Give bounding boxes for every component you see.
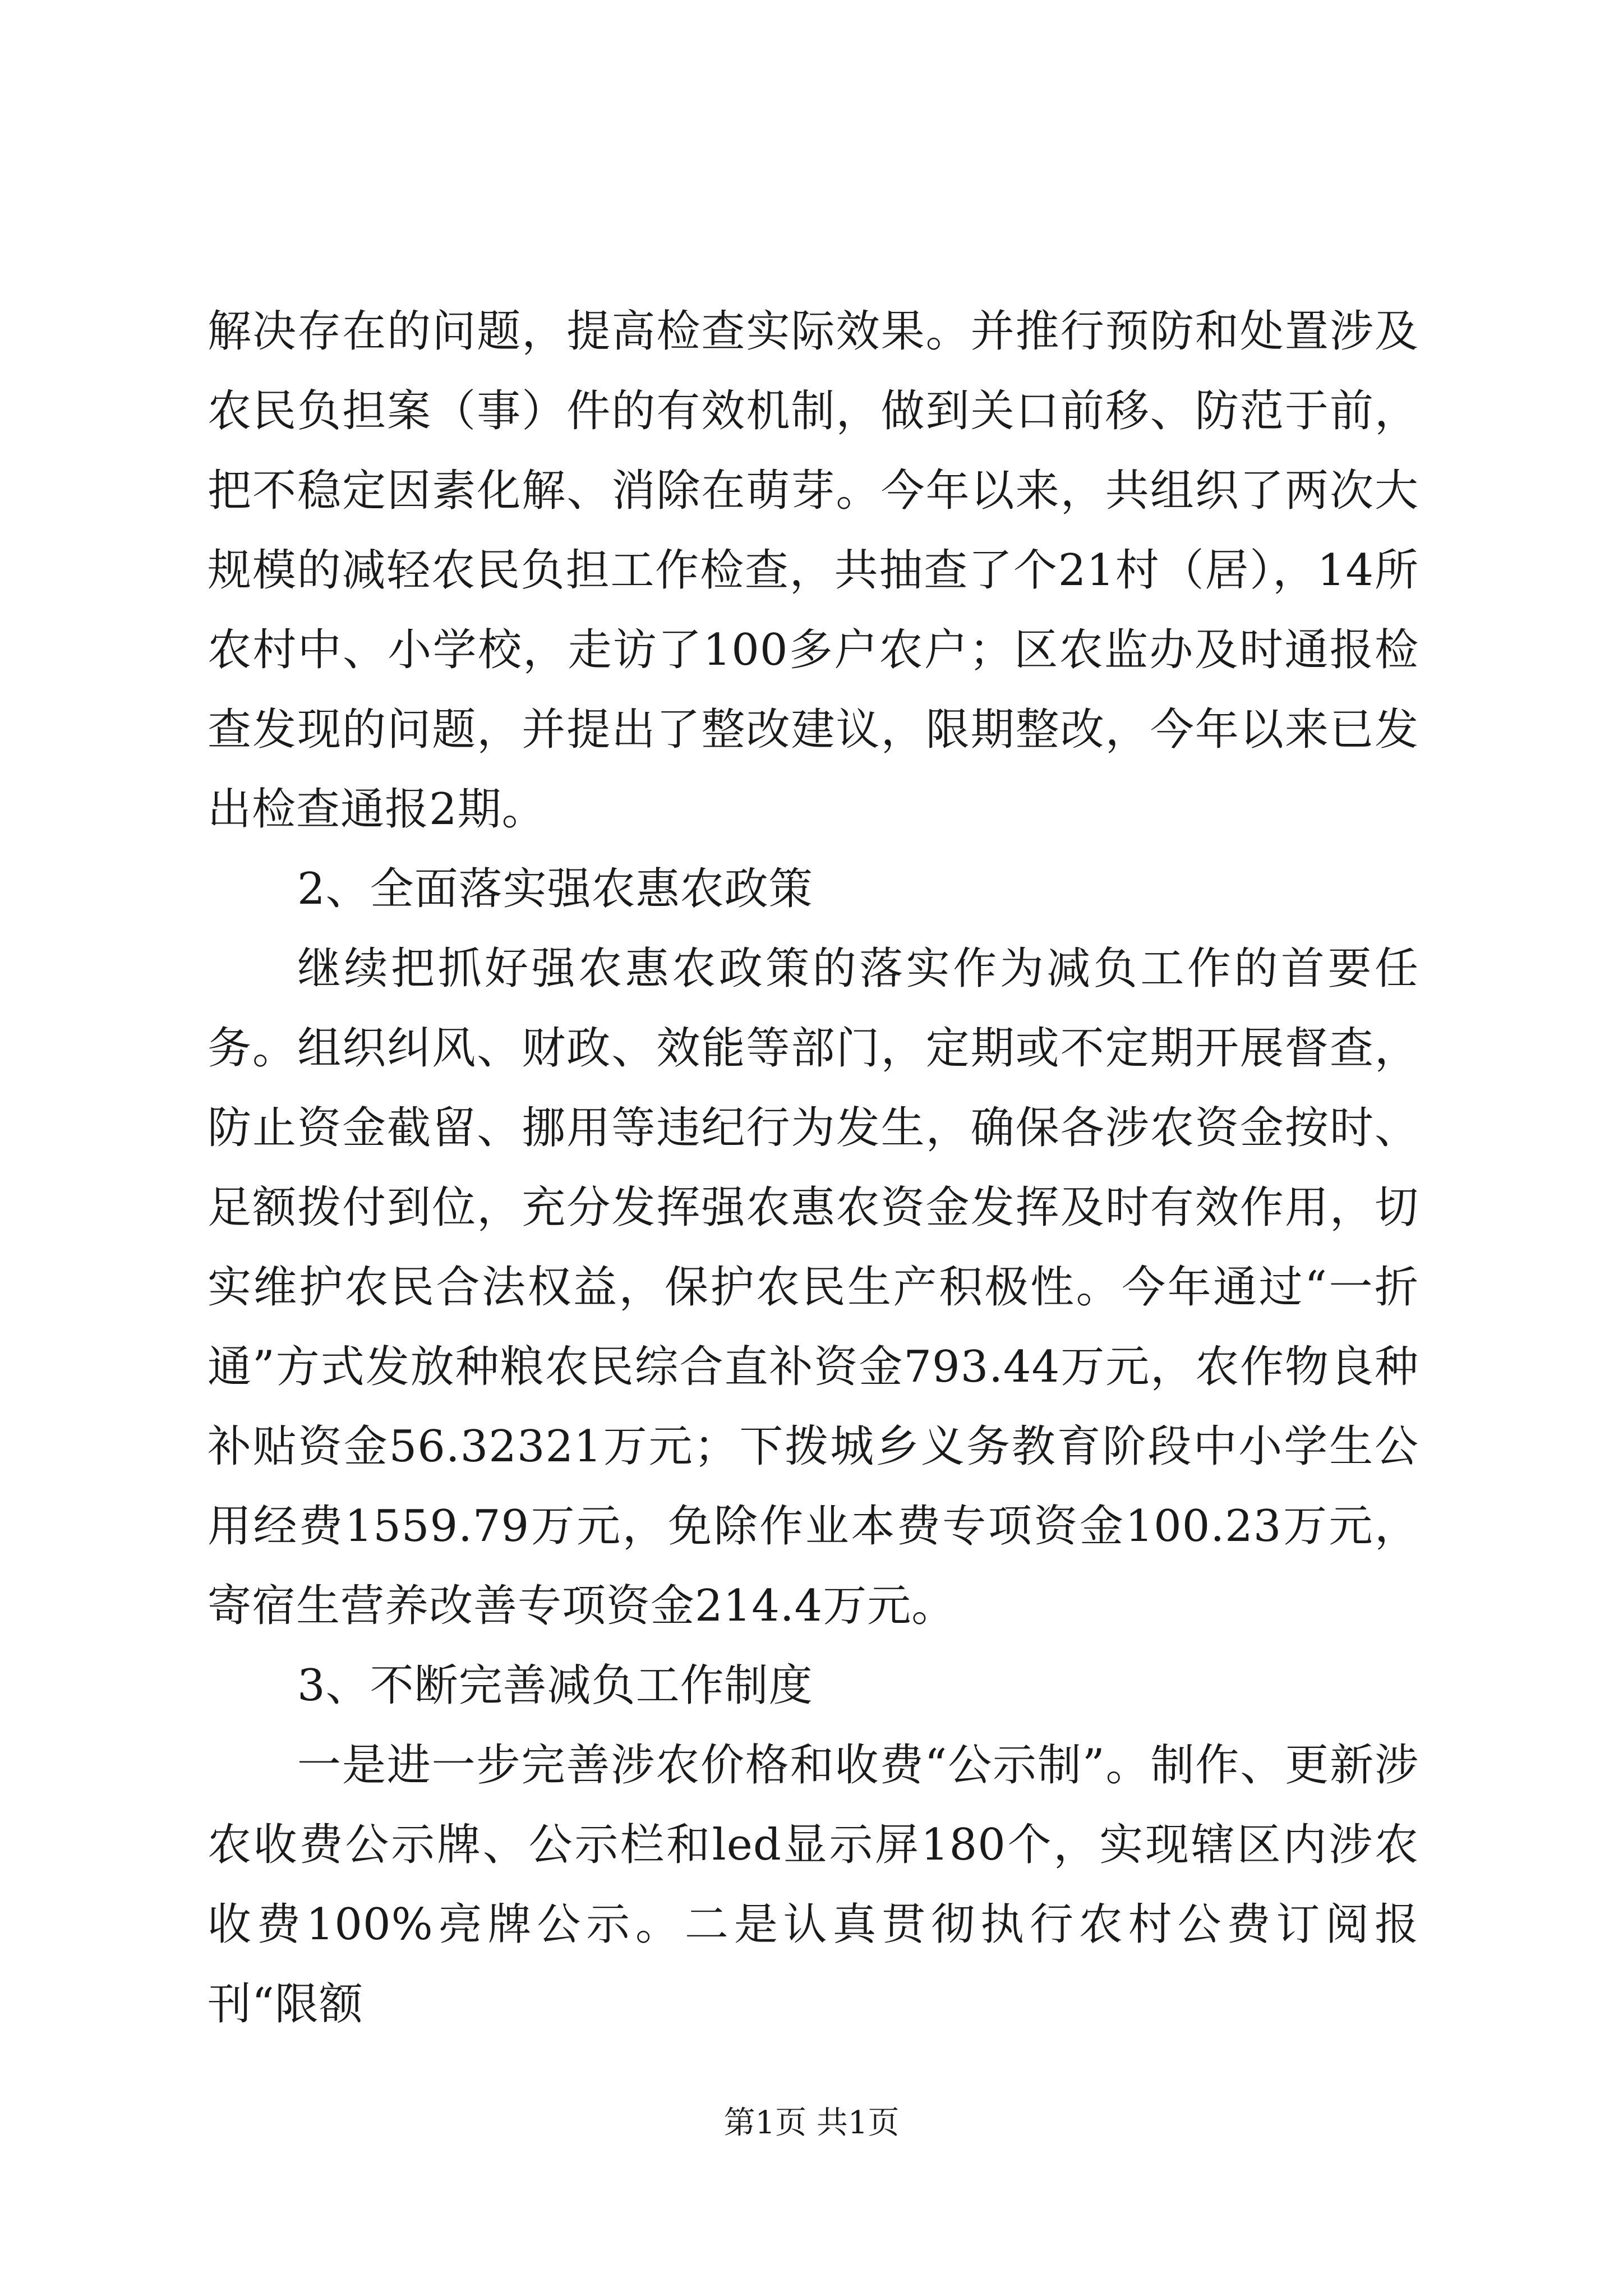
paragraph-1: 解决存在的问题，提高检查实际效果。并推行预防和处置涉及农民负担案（事）件的有效机制，做到关口前移、防范于前，把不稳定因素化解、消除在萌芽。今年以来，共组织了两次大规模的减轻农民负担工作检查，共抽查了个21村（居），14所农村中、小学校，走访了100多户农户；区农监办及时通报检查发现的问题，并提出了整改建议，限期整改，今年以来已发出检查通报2期。 (208, 306, 1419, 835)
page-footer: 第1页 共1页 (723, 2105, 900, 2141)
section-heading-2: 2、全面落实强农惠农政策 (297, 864, 813, 914)
paragraph-3: 一是进一步完善涉农价格和收费“公示制”。制作、更新涉农收费公示牌、公示栏和led显示屏180个，实现辖区内涉农收费100%亮牌公示。二是认真贯彻执行农村公费订阅报刊“限额 (208, 1740, 1419, 2030)
paragraph-2: 继续把抓好强农惠农政策的落实作为减负工作的首要任务。组织纠风、财政、效能等部门，定期或不定期开展督查，防止资金截留、挪用等违纪行为发生，确保各涉农资金按时、足额拨付到位，充分发挥强农惠农资金发挥及时有效作用，切实维护农民合法权益，保护农民生产积极性。今年通过“一折通”方式发放种粮农民综合直补资金793.44万元，农作物良种补贴资金56.32321万元；下拨城乡义务教育阶段中小学生公用经费1559.79万元，免除作业本费专项资金100.23万元，寄宿生营养改善专项资金214.4万元。 (208, 944, 1419, 1631)
document-body (208, 292, 1419, 2044)
section-heading-3: 3、不断完善减负工作制度 (297, 1660, 813, 1711)
